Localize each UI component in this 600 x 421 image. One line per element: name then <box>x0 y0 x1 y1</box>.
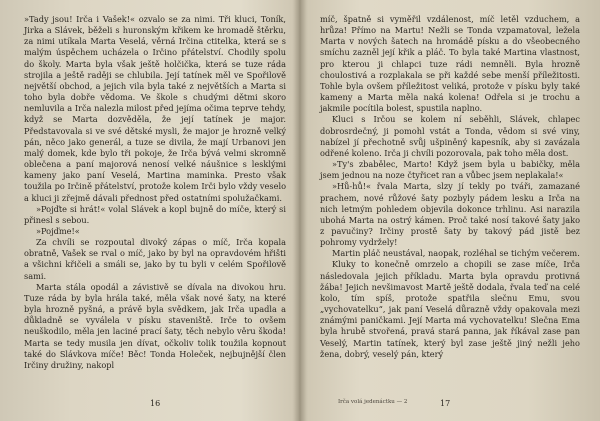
right-page <box>300 0 600 421</box>
right-paragraph-4: »Hů-hů!« řvala Marta, slzy jí tekly po tváři, zamazané prachem, nové růžové šaty pozbyly pádem lesku a Irča na nich letmým pohledem objevila dokonce trhlinu. Asi narazila ubohá Marta na ostrý kámen. Proč také nosí takové šaty jako z pavučiny? Irčiny prostě šaty by takový pád jistě bez pohromy vydržely! <box>320 181 580 248</box>
right-paragraph-5: Martin pláč neustával, naopak, rozléhal se tichým večerem. <box>332 248 580 259</box>
right-page-number: 17 <box>440 398 451 408</box>
running-footer: Irča volá jedenáctku — 2 <box>338 398 408 405</box>
right-paragraph-2: Kluci s Irčou se kolem ní seběhli, Slávek, chlapec dobrosrdečný, ji pomohl vstát a Tonda, vědom si své viny, nabízel jí přechotně svůj ušpiněný kapesník, aby si zavázala odřené koleno. Irča ji chvíli pozorovala, pak toho měla dost. <box>320 114 580 158</box>
left-page-number: 16 <box>150 398 161 408</box>
left-paragraph-3: »Pojďme!« <box>36 225 80 236</box>
left-paragraph-1: »Tady jsou! Irča i Vašek!« ozvalo se za nimi. Tři kluci, Toník, Jirka a Slávek, běželi s huronským křikem ke hromadě štěrku, za nimi utíkala Marta Veselá, věrná Irčina ctitelka, která se s malým úspěchem ucházela o Irčino přátelství. Chodily spolu do školy. Marta byla však ještě holčička, která se tuze ráda strojila a ještě raději se chlubila. Její tatínek měl ve Spořilově největší obchod, a jejich vila byla také z největších a Marta si toho byla dobře vědoma. Ve škole s chudými dětmi skoro nemluvila a Irča nalezla milost před jejíma očima teprve tehdy, když se Marta dozvěděla, že její tatínek je major. Představovala si ve své dětské mysli, že major je hrozně velký pán, něco jako generál, a tuze se divila, že mají Urbanovi jen malý domek, kde bylo tři pokoje, že Irča bývá velmi skromně oblečena a paní majorová nenosí velké náušnice s lesklými kameny jako paní Veselá, Martina maminka. Presto však toužila po Irčině přátelství, protože kolem Irči bylo vždy veselo a kluci ji zřejmě dávali přednost před ostatními spolužačkami. <box>24 14 286 203</box>
left-paragraph-4: Za chvíli se rozpoutal divoký zápas o míč, Irča kopala obratně, Vašek se rval o míč, jako by byl na opravdovém hřišti a všichni křičeli a smáli se, jako by tu byli v celém Spořilově sami. <box>24 237 286 281</box>
right-paragraph-6: Kluky to konečně omrzelo a chopili se zase míče, Irča následovala jejich příkladu. Marta byla opravdu protivná žába! Jejich nevšimavost Martě ještě dodala, řvala teď na celé kolo, tím spíš, protože spatřila slečnu Emu, svou „vychovatelku“, jak paní Veselá důrazně vždy opakovala mezi známými paničkami. Její Marta má vychovatelku! Slečna Ema byla hrubě stvořená, pravá stará panna, jak říkával zase pan Veselý, Martin tatínek, který byl zase ještě jiný nežli jeho žena, dobrý, veselý pán, který <box>320 259 580 359</box>
left-paragraph-2: »Pojďte si hrát!« volal Slávek a kopl bujně do míče, který si přinesl s sebou. <box>24 203 286 225</box>
right-paragraph-3: »Ty's zbabělec, Marto! Když jsem byla u babičky, měla jsem jednou na noze čtyřicet ran a vůbec jsem neplakala!« <box>320 159 580 181</box>
left-paragraph-5: Marta stála opodál a závistivě se dívala na divokou hru. Tuze ráda by byla hrála také, měla však nové šaty, na které byla hrozně pyšná, a právě byla svědkem, jak Irča upadla a důkladně se vyválela v písku staveniště. Irče to ovšem neuškodilo, měla jen laciné prací šaty, těch nebylo věru škoda! Marta se tedy musila jen dívat, očkoliv tolik toužila kopnout také do Slávkova míče! Běc! Tonda Holeček, nejbujnější člen Irčiny družiny, nakopl <box>24 281 286 370</box>
right-paragraph-1: míč, špatně si vyměřil vzdálenost, míč letěl vzduchem, a hrůza! Přímo na Martu! Nežli se Tonda vzpamatoval, ležela Marta v nových šatech na hromádě písku a do všeobecného smíchu zazněl její křik a pláč. To byla také Martina vlastnost, pro kterou ji chlapci tuze rádi nemněli. Byla hrozně choulostivá a rozplakala se při každé sebe menší příležitosti. Tohle byla ovšem příležitost veliká, protože v písku byly také kameny a Marta měla naká kolena! Odřela si je trochu a jakmile pocítila bolest, spustila naplno. <box>320 14 580 114</box>
